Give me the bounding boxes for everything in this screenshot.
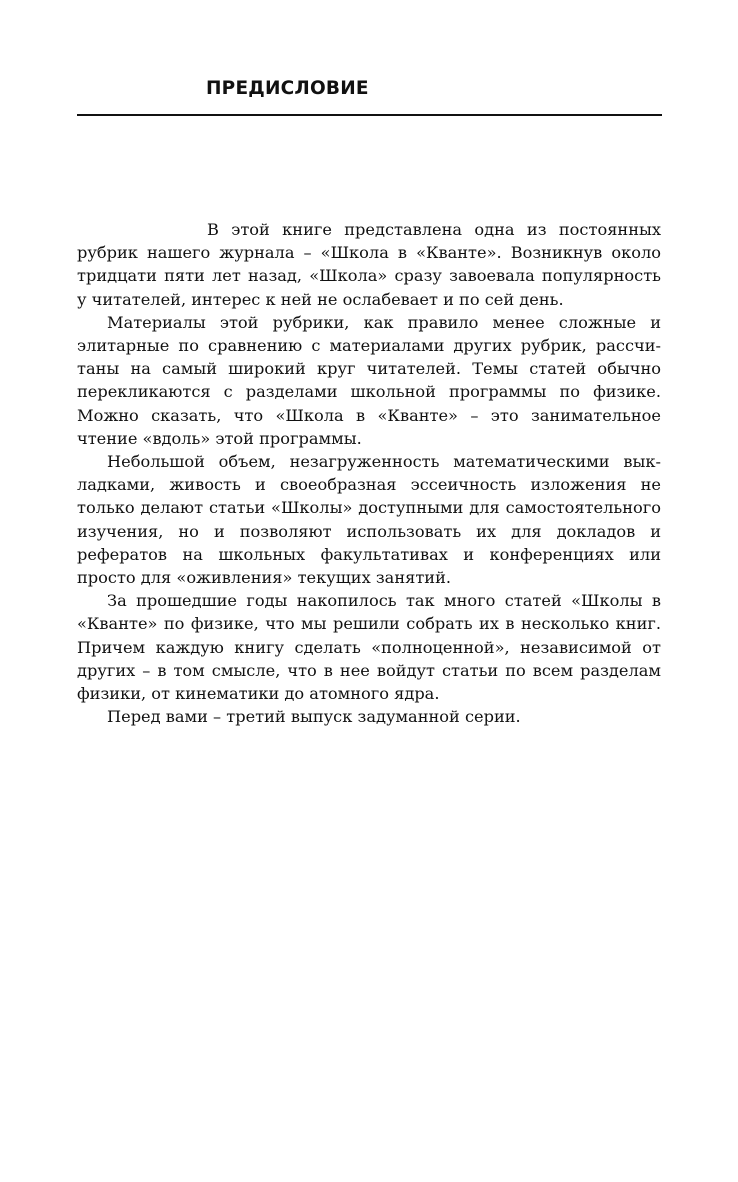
- paragraph-4: За прошедшие годы накопилось так много статей «Школы в «Кванте» по физике, что мы решили собрать их в несколько книг. Причем каждую книгу сделать «полноценной», независимой от других – в том смысле, что в нее войдут статьи по всем разделам физики, от кинематики до атомного ядра.: [77, 591, 661, 704]
- preface-text: [77, 218, 661, 728]
- paragraph-2: Материалы этой рубрики, как правило менее сложные и элитарные по сравнению с материалами других рубрик, рассчитаны на самый широкий круг читателей. Темы статей обычно перекликаются с разделами школьной программы по физике. Можно сказать, что «Школа в «Кванте» – это занимательное чтение «вдоль» этой программы.: [77, 312, 661, 448]
- paragraph-3: Небольшой объем, незагруженность математическими выкладками, живость и своеобразная эссеичность изложения не только делают статьи «Школы» доступными для самостоятельного изучения, но и позволяют использовать их для докладов и рефератов на школьных факультативах и конференциях или просто для «оживления» текущих занятий.: [77, 452, 661, 588]
- paragraph-1: В этой книге представлена одна из постоянных рубрик нашего журнала – «Школа в «Кванте». Возникнув около тридцати пяти лет назад, «Школа» сразу завоевала популярность у читателей, интерес к ней не ослабевает и по сей день.: [77, 220, 661, 309]
- header-divider: [77, 114, 662, 116]
- page-title: ПРЕДИСЛОВИЕ: [206, 78, 369, 99]
- paragraph-5: Перед вами – третий выпуск задуманной серии.: [107, 707, 521, 727]
